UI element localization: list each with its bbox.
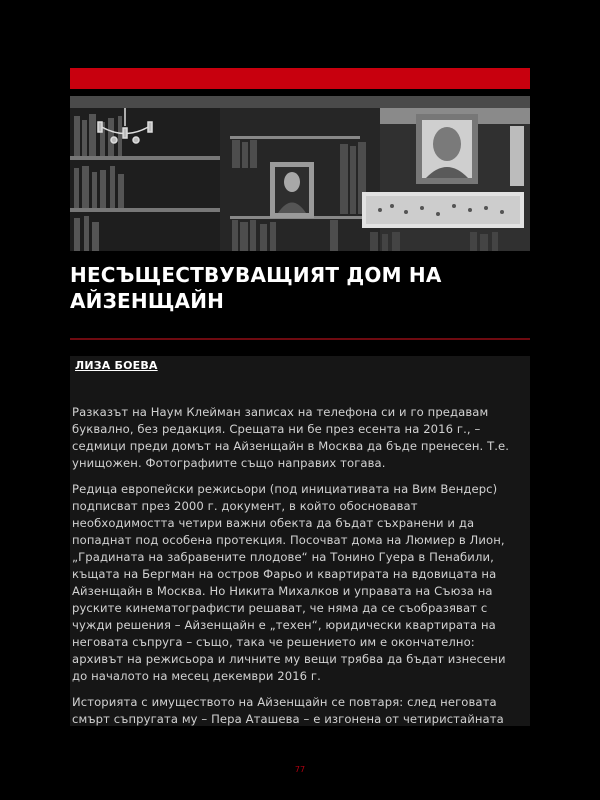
- article-title: НЕСЪЩЕСТВУВАЩИЯТ ДОМ НА АЙЗЕНЩАЙН: [70, 263, 442, 313]
- page-number: 77: [294, 765, 306, 774]
- article-panel: [70, 356, 530, 726]
- paragraph: Редица европейски режисьори (под инициативата на Вим Вендерс) подписват през 2000 г. документ, в който обосновават необходимостта четири важни обекта да бъдат съхранени и да попаднат под особена протекция. Посочват дома на Люмиер в Лион, „Градината на забравените плодове“ на Тонино Гуера в Пенабили, къщата на Бергман на остров Фарьо и квартирата на вдовицата на Айзенщайн в Москва. Но Никита Михалков и управата на Съюза на руските кинематографисти решават, че няма да се съобразяват с чужди решения – Айзенщайн е „техен“, юридически квартирата на неговата съпруга – също, така че решението им е окончателно: архивът на режисьора и личните му вещи трябва да бъдат изнесени до началото на месец декември 2016 г.: [72, 482, 506, 683]
- title-divider: [70, 338, 530, 340]
- article-body: [72, 404, 524, 726]
- paragraph: Историята с имуществото на Айзенщайн се повтаря: след неговата смърт съпругата му – Пера Аташева – е изгонена от четиристайната: [72, 695, 504, 726]
- author-link[interactable]: ЛИЗА БОЕВА: [75, 359, 158, 372]
- header-red-bar: [70, 68, 530, 89]
- paragraph: Разказът на Наум Клейман записах на телефона си и го предавам буквално, без редакция. Срещата ни бе през есента на 2016 г., – седмици преди домът на Айзенщайн в Москва да бъде пренесен. Т.е. унищожен. Фотографиите също направих тогава.: [72, 405, 510, 470]
- hero-photo: [70, 96, 530, 251]
